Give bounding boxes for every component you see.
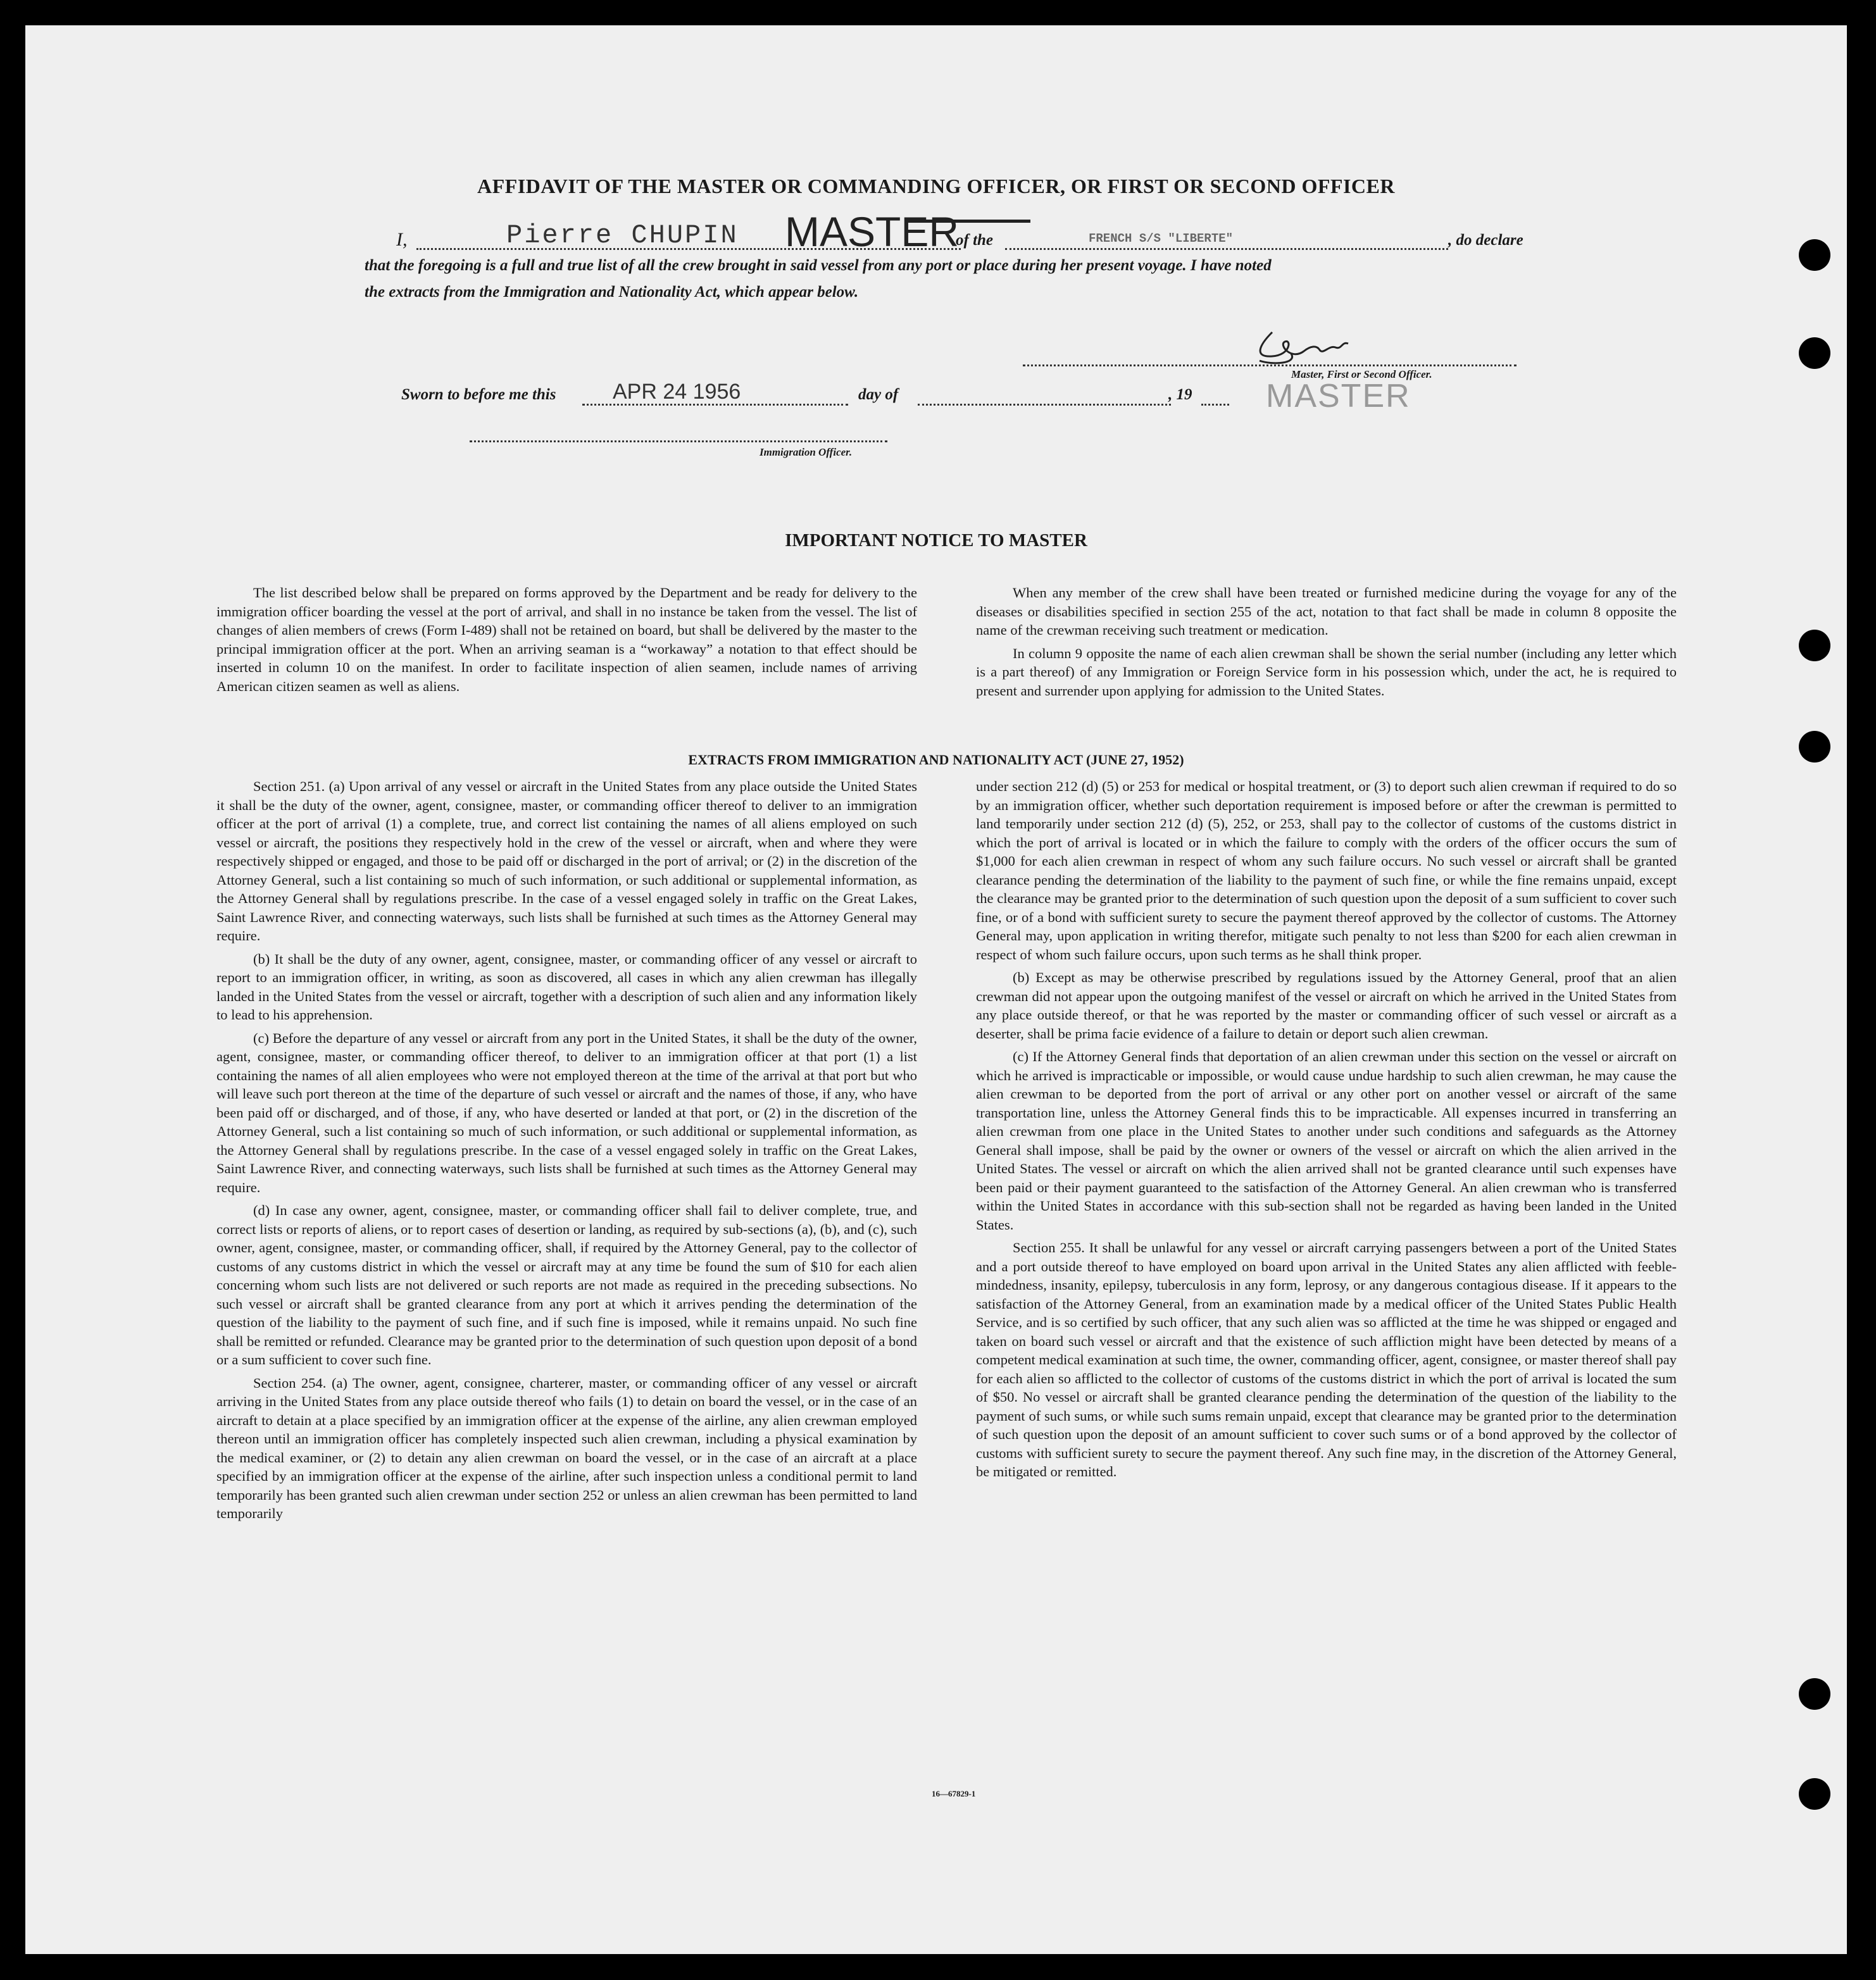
- notice-paragraph: In column 9 opposite the name of each alien crewman shall be shown the serial number (including any letter which is a part thereof) of any Immigration or Foreign Service form in his possession which, under the act, he is required to present and surrender upon applying for admission to the United States.: [976, 645, 1677, 699]
- binder-hole-icon: [1799, 239, 1830, 271]
- notice-title: IMPORTANT NOTICE TO MASTER: [785, 530, 1087, 551]
- extract-paragraph: Section 251. (a) Upon arrival of any vessel or aircraft in the United States from any place outside the United States it shall be the duty of the owner, agent, consignee, master, or commanding officer thereof to deliver to an immigration officer at the port of arrival (1) a complete, true, and correct list containing the names of all aliens employed on such vessel or aircraft, the positions they respectively hold in the crew of the vessel or aircraft, when and where they were respectively shipped or engaged, and those to be paid off or discharged in the port of arrival; or (2) in the discretion of the Attorney General, such a list containing so much of such information, or such additional or supplemental information, as the Attorney General shall by regulations prescribe. In the case of a vessel engaged solely in traffic on the Great Lakes, Saint Lawrence River, and connecting waterways, such lists shall be furnished at such times as the Attorney General may require.: [216, 778, 917, 943]
- master-stamp-2: MASTER: [1266, 378, 1411, 414]
- signature-icon: [1247, 326, 1361, 370]
- extract-paragraph: (c) Before the departure of any vessel or aircraft from any port in the United States, it shall be the duty of the owner, agent, consignee, master, or commanding officer thereof, to deliver to an immigration officer at that port (1) a list containing the names of all alien employees who were not employed thereon at the time of the arrival at that port but who will leave such port thereon at the time of the departure of such vessel or aircraft and the names of those, if any, who have been paid off or discharged, and of those, if any, who have deserted or landed at that port, or (2) in the discretion of the Attorney General, such a list containing so much of such information, or such additional or supplemental information, as the Attorney General shall by regulations prescribe. In the case of a vessel engaged solely in traffic on the Great Lakes, Saint Lawrence River, and connecting waterways, such lists shall be furnished at such times as the Attorney General may require.: [216, 1030, 917, 1195]
- notice-right-column: [976, 583, 1677, 704]
- extract-paragraph: (d) In case any owner, agent, consignee, master, or commanding officer shall fail to deliver complete, true, and correct lists or reports of aliens, or to report cases of desertion or landing, as required by sub-sections (a), (b), and (c), such owner, agent, consignee, master, or commanding officer, shall, if required by the Attorney General, pay to the collector of customs of any customs district in which the vessel or aircraft may at any time be found the sum of $10 for each alien concerning whom such lists are not delivered or such reports are not made as required in the preceding subsections. No such vessel or aircraft shall be granted clearance from any port at which it arrives pending the determination of the question of the liability to the payment of such fine, and if such fine is imposed, while it remains unpaid. No such fine shall be remitted or refunded. Clearance may be granted prior to the determination of such question upon deposit of a bond or a sum sufficient to cover such fine.: [216, 1202, 917, 1367]
- binder-hole-icon: [1799, 1778, 1830, 1810]
- year-label: , 19: [1168, 386, 1192, 403]
- officer-line: [470, 440, 887, 442]
- day-line: [918, 404, 1171, 406]
- do-declare-label: , do declare: [1448, 232, 1523, 249]
- declaration-line-2: that the foregoing is a full and true list of all the crew brought in said vessel from any port or place during her present voyage. I have noted: [365, 257, 1272, 274]
- extract-paragraph: (b) It shall be the duty of any owner, agent, consignee, master, or commanding officer of any vessel or aircraft to report to an immigration officer, in writing, as soon as discovered, all cases in which any alien crewman has illegally landed in the United States from the vessel or aircraft, together with a description of such alien and any information likely to lead to his apprehension.: [216, 950, 917, 1023]
- form-number: 16—67829-1: [932, 1789, 976, 1798]
- vessel-line: [1005, 248, 1448, 250]
- signer-label: Master, First or Second Officer.: [1291, 368, 1432, 380]
- extracts-right-column: [976, 777, 1677, 1486]
- of-the-label: of the: [956, 232, 994, 249]
- extract-paragraph: (c) If the Attorney General finds that deportation of an alien crewman under this section on the vessel or aircraft on which he arrived is impracticable or impossible, or would cause undue hardship to such alien crewman, he may cause the alien crewman to be deported from the port of arrival or any other port on another vessel or aircraft of the same transportation line, unless the Attorney General finds this to be impracticable. All expenses incurred in transferring an alien crewman from one place in the United States to another under such conditions and safeguards as the Attorney General shall impose, shall be paid by the owner or owners of the vessel or aircraft on which the alien arrived in the United States. The vessel or aircraft on which the alien arrived shall not be granted clearance until such expenses have been paid or their payment guaranteed to the satisfaction of the Attorney General. An alien crewman who is transferred within the United States in accordance with this sub-section shall not be regarded as having been landed in the United States.: [976, 1049, 1677, 1233]
- officer-label: Immigration Officer.: [760, 446, 853, 458]
- extract-paragraph: Section 255. It shall be unlawful for any vessel or aircraft carrying passengers between a port of the United States and a port outside thereof to have employed on board upon arrival in the United States any alien afflicted with feeble-mindedness, insanity, epilepsy, tuberculosis in any form, leprosy, or any dangerous contagious disease. If it appears to the satisfaction of the Attorney General, from an examination made by a medical officer of the United States Public Health Service, and is so certified by such officer, that any such alien was so afflicted at the time he was shipped or engaged and taken on board such vessel or aircraft and that the existence of such affliction might have been detected by means of a competent medical examination at such time, the owner, commanding officer, agent, consignee, or master thereof shall pay for each alien so afflicted to the collector of customs of the customs district in which the port of arrival is located the sum of $50. No vessel or aircraft shall be granted clearance pending the determination of the question of the liability to the payment of such sums, or while such sums remain unpaid, except that clearance may be granted prior to the determination of such question upon the deposit of an amount sufficient to cover such sums or of a bond approved by the collector of customs with sufficient surety to secure the payment thereof. Any such fine may, in the discretion of the Attorney General, be mitigated or remitted.: [976, 1240, 1677, 1479]
- binder-hole-icon: [1799, 1678, 1830, 1710]
- extract-paragraph: Section 254. (a) The owner, agent, consignee, charterer, master, or commanding officer of any vessel or aircraft arriving in the United States from any place outside thereof who fails (1) to detain on board the vessel, or in the case of an aircraft to detain at a place specified by an immigration officer at the expense of the airline, any alien crewman employed thereon until an immigration officer has completely inspected such alien crewman, including a physical examination by the medical examiner, or (2) to detain any alien crewman on board the vessel, or in the case of an aircraft at a place specified by an immigration officer at the expense of the airline, after such inspection unless a conditional permit to land temporarily has been granted such alien crewman under section 252 or unless an alien crewman has been permitted to land temporarily: [216, 1374, 917, 1521]
- notice-paragraph: When any member of the crew shall have been treated or furnished medicine during the voyage for any of the diseases or disabilities specified in section 255 of the act, notation to that fact shall be made in column 8 opposite the name of the crewman receiving such treatment or medication.: [976, 585, 1677, 638]
- notice-left-column: [216, 583, 917, 700]
- master-name: Pierre CHUPIN: [506, 220, 739, 251]
- binder-hole-icon: [1799, 337, 1830, 369]
- extract-paragraph: under section 212 (d) (5) or 253 for medical or hospital treatment, or (3) to deport such alien crewman if required to do so by an immigration officer, whether such deportation requirement is imposed before or after the crewman is permitted to land temporarily under section 212 (d) (5), 252, or 253, shall pay to the collector of customs of the customs district in which the port of arrival is located or in which the failure to comply with the orders of the officer occurs the sum of $1,000 for each alien crewman in respect of whom any such failure occurs. No such vessel or aircraft shall be granted clearance pending the determination of the liability to the payment of such fine, or while the fine remains unpaid, except the clearance may be granted prior to the determination of such question upon the deposit of a sum sufficient to cover such fine, or of a bond with sufficient surety to secure the payment thereof approved by the collector of customs. The Attorney General may, upon application in writing therefor, mitigate such penalty to not less than $200 for each alien crewman in respect of whom such failure occurs, upon such terms as he shall think proper.: [976, 778, 1677, 962]
- year-line: [1201, 404, 1229, 406]
- day-of-label: day of: [858, 386, 899, 403]
- sworn-label: Sworn to before me this: [401, 386, 556, 403]
- affidavit-title: AFFIDAVIT OF THE MASTER OR COMMANDING OFFICER, OR FIRST OR SECOND OFFICER: [477, 175, 1395, 197]
- vessel-name: FRENCH S/S "LIBERTE": [1089, 232, 1234, 246]
- master-stamp: MASTER: [785, 208, 960, 255]
- declaration-i: I,: [396, 229, 408, 250]
- extracts-title: EXTRACTS FROM IMMIGRATION AND NATIONALITY ACT (JUNE 27, 1952): [688, 752, 1184, 768]
- binder-hole-icon: [1799, 630, 1830, 661]
- sworn-date-stamp: APR 24 1956: [613, 380, 741, 404]
- notice-paragraph: The list described below shall be prepared on forms approved by the Department and be ready for delivery to the immigration officer boarding the vessel at the port of arrival, and shall in no instance be taken from the vessel. The list of changes of alien members of crews (Form I-489) shall not be retained on board, but shall be delivered by the master to the principal immigration officer at the port. When an arriving seaman is a “workaway” a notation to that effect should be inserted in column 10 on the manifest. In order to facilitate inspection of alien seamen, include names of arriving American citizen seamen as well as aliens.: [216, 585, 917, 694]
- extracts-left-column: [216, 777, 917, 1528]
- document-page: [25, 25, 1847, 1954]
- extract-paragraph: (b) Except as may be otherwise prescribed by regulations issued by the Attorney General, proof that an alien crewman did not appear upon the outgoing manifest of the vessel or aircraft on which he arrived in the United States from any place outside thereof, or that he was reported by the master or commanding officer of such vessel or aircraft as a deserter, shall be prima facie evidence of a failure to detain or deport such alien crewman.: [976, 969, 1677, 1042]
- signature-line: [1023, 364, 1516, 366]
- declaration-line-3: the extracts from the Immigration and Nationality Act, which appear below.: [365, 283, 859, 301]
